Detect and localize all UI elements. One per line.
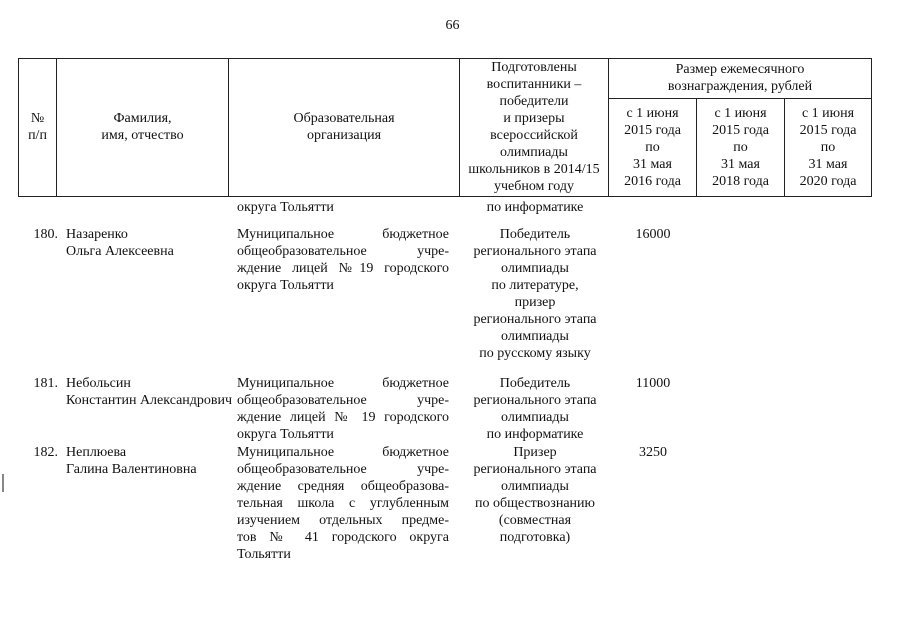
organization-line: Муниципальное бюджетное bbox=[237, 227, 449, 242]
achievement: Победитель регионального этапа олимпиады по литературе, призер регионального этапа олимпиады по русскому языку bbox=[473, 227, 597, 361]
row-number: 180. bbox=[33, 227, 58, 242]
achievement: Победитель регионального этапа олимпиады по информатике bbox=[473, 376, 597, 442]
row-number: 182. bbox=[33, 445, 58, 460]
header-period-2020: с 1 июня 2015 года по 31 мая 2020 года bbox=[799, 106, 857, 189]
reward-amount: 11000 bbox=[635, 376, 671, 391]
organization-line: тов № 41 городского округа bbox=[237, 530, 449, 545]
organization-line: ждение лицей № 19 городского bbox=[237, 410, 449, 425]
organization bbox=[237, 226, 449, 294]
header-col-name: Фамилия, имя, отчество bbox=[101, 111, 184, 143]
organization-line: тельная школа с углубленным bbox=[237, 496, 449, 511]
header-period-2018: с 1 июня 2015 года по 31 мая 2018 года bbox=[712, 106, 769, 189]
person-name: Небольсин Константин Александрович bbox=[66, 376, 233, 408]
header-col-number: № п/п bbox=[28, 111, 47, 143]
organization-line: округа Тольятти bbox=[237, 427, 334, 442]
achievement: Призер регионального этапа олимпиады по обществознанию (совместная подготовка) bbox=[473, 445, 597, 545]
header-col-reward: Размер ежемесячного вознаграждения, рублей bbox=[667, 62, 813, 94]
header-col-organization: Образовательная организация bbox=[293, 111, 395, 143]
organization-line: Муниципальное бюджетное bbox=[237, 445, 449, 460]
organization bbox=[237, 444, 449, 563]
organization-line: общеобразовательное учре- bbox=[237, 393, 449, 408]
reward-amount: 16000 bbox=[635, 227, 671, 242]
continued-achievement-text: по информатике bbox=[486, 200, 584, 215]
header-col-achievement: Подготовлены воспитанники – победители и призеры всероссийской олимпиады школьников в 2014/15 учебном году bbox=[468, 60, 600, 194]
organization-line: округа Тольятти bbox=[237, 278, 334, 293]
header-period-2016: с 1 июня 2015 года по 31 мая 2016 года bbox=[624, 106, 681, 189]
continued-org-text: округа Тольятти bbox=[237, 200, 334, 215]
person-name: Назаренко Ольга Алексеевна bbox=[66, 227, 174, 259]
organization-line: ждение лицей №19 городского bbox=[237, 261, 449, 276]
organization-line: общеобразовательное учре- bbox=[237, 244, 449, 259]
scan-margin-mark bbox=[2, 474, 4, 492]
organization-line: общеобразовательное учре- bbox=[237, 462, 449, 477]
row-number: 181. bbox=[33, 376, 58, 391]
organization-line: изучением отдельных предме- bbox=[237, 513, 449, 528]
table-header bbox=[18, 58, 872, 196]
header-right-border bbox=[871, 58, 872, 197]
reward-amount: 3250 bbox=[639, 445, 667, 460]
header-bottom-border bbox=[18, 196, 872, 197]
organization-line: ждение средняя общеобразова- bbox=[237, 479, 449, 494]
organization bbox=[237, 375, 449, 443]
organization-line: Муниципальное бюджетное bbox=[237, 376, 449, 391]
person-name: Неплюева Галина Валентиновна bbox=[66, 445, 197, 477]
organization-line: Тольятти bbox=[237, 547, 291, 562]
page-number: 66 bbox=[445, 18, 460, 33]
